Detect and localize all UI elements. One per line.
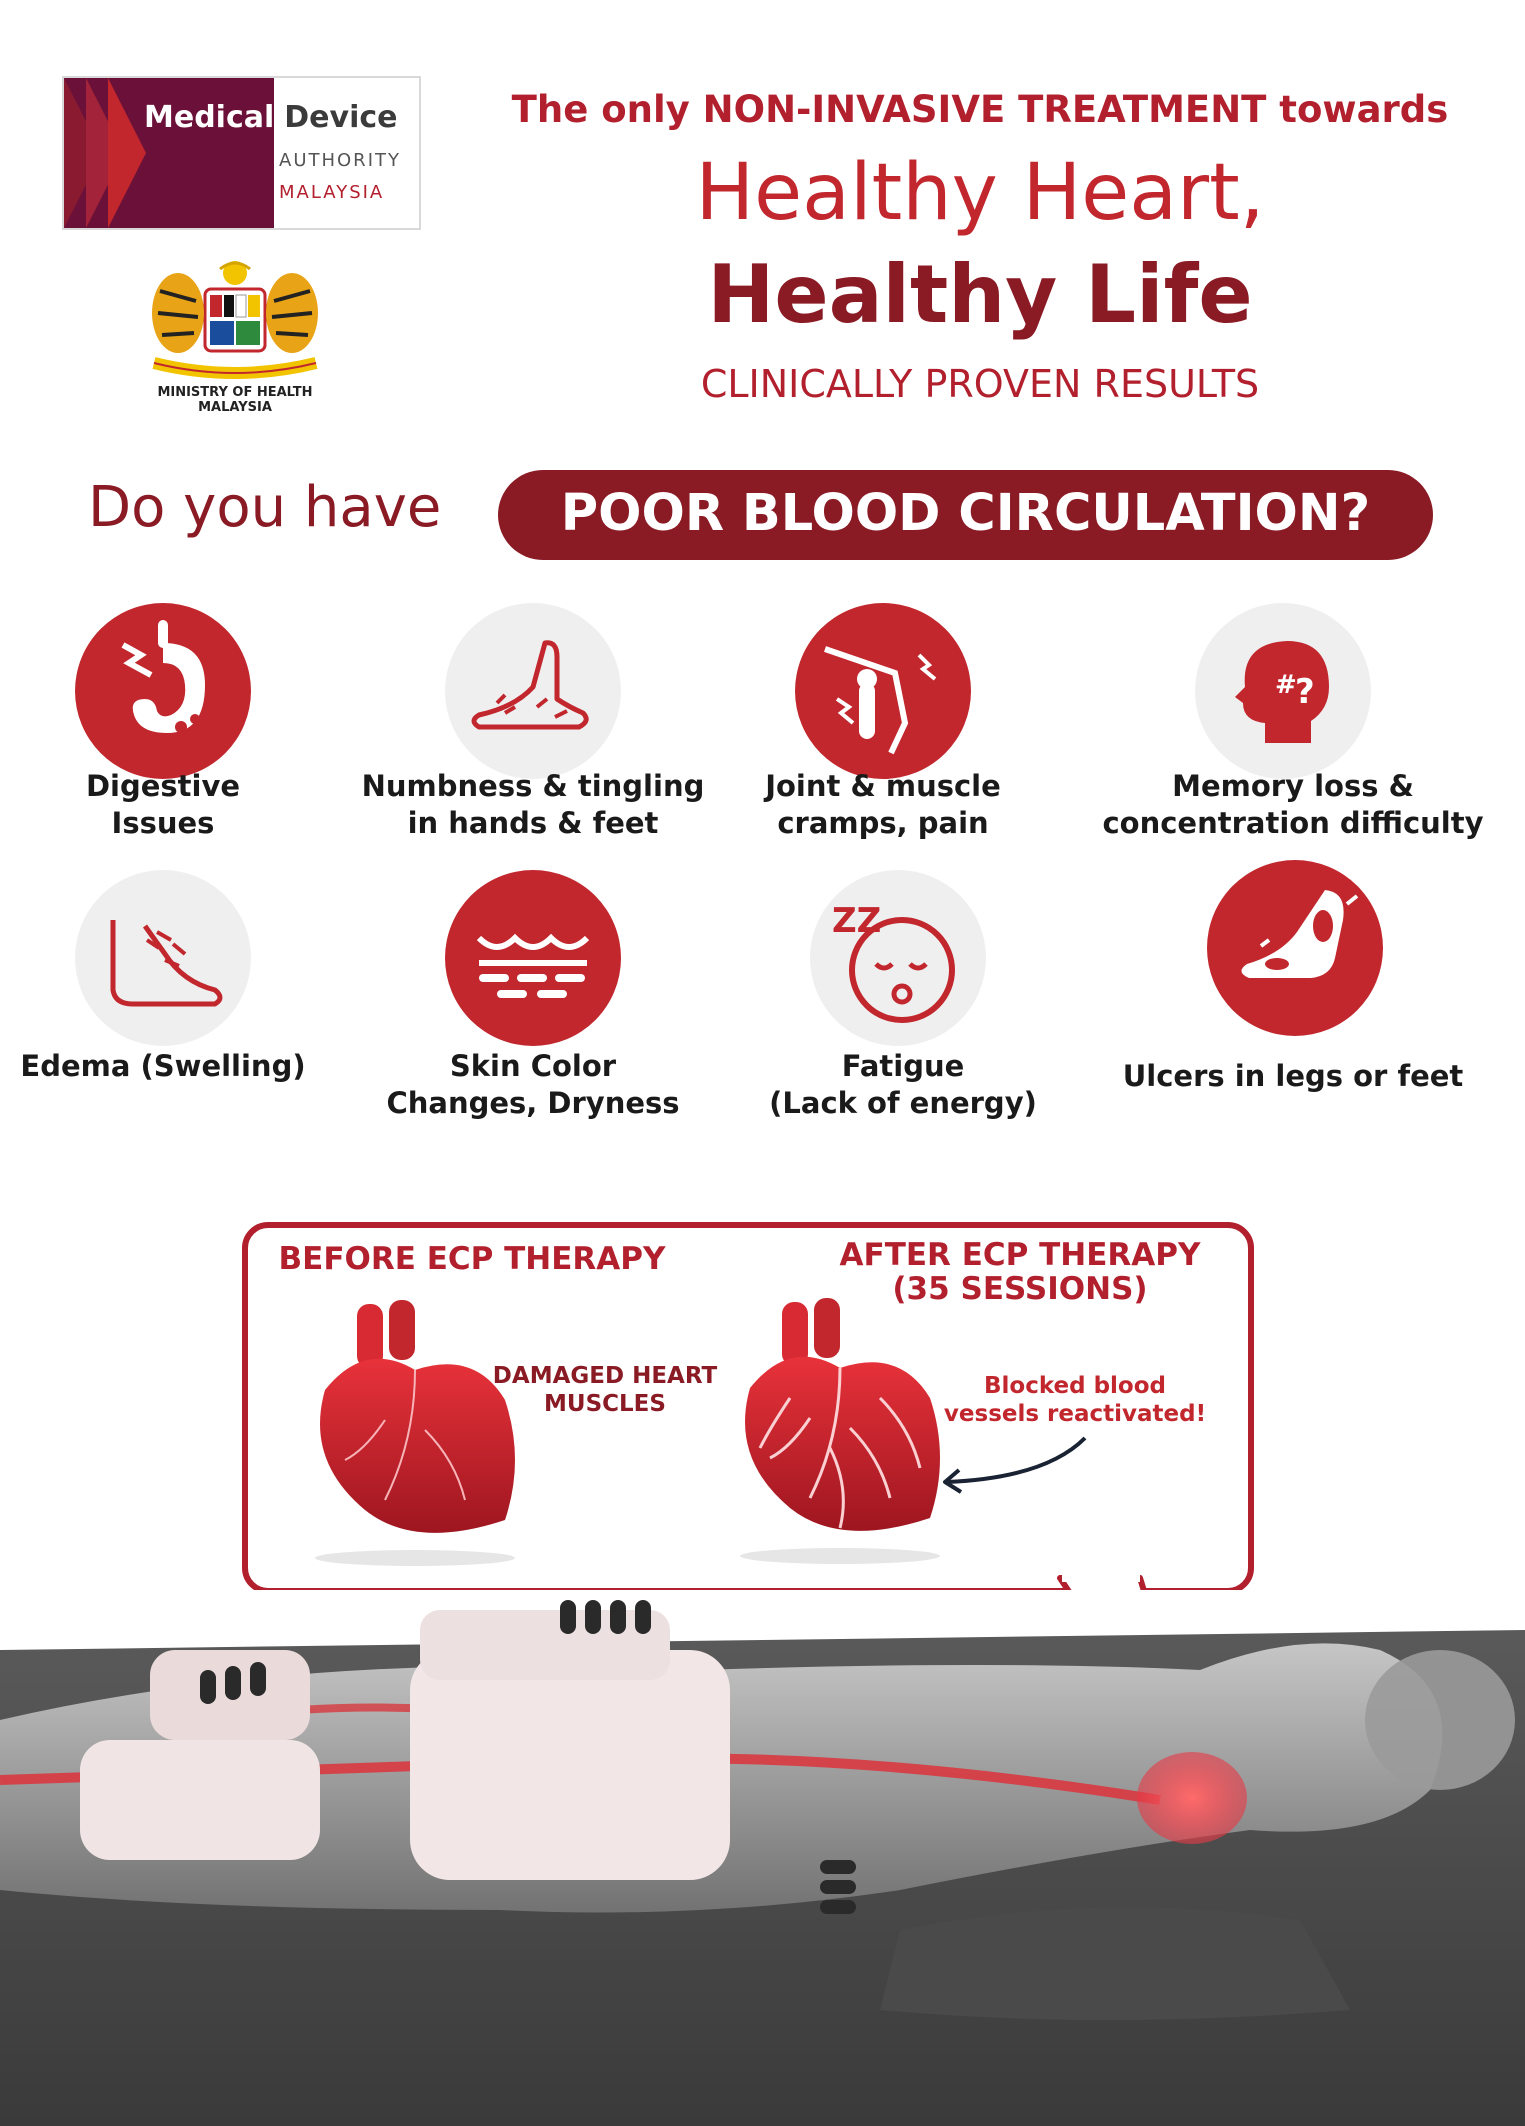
subheadline: CLINICALLY PROVEN RESULTS — [700, 362, 1260, 406]
symptom-label-digestive: Digestive Issues — [85, 769, 241, 840]
sleepy-face-icon — [810, 870, 986, 1046]
after-title: AFTER ECP THERAPY (35 SESSIONS) — [839, 1237, 1201, 1307]
svg-text:ZZ: ZZ — [832, 901, 882, 941]
moh-label: MINISTRY OF HEALTH MALAYSIA — [157, 385, 313, 415]
symptom-label-joint: Joint & muscle cramps, pain — [765, 769, 1001, 840]
mda-logo-wordmark: Medical Device — [144, 100, 398, 135]
moh-crest-icon — [140, 255, 330, 385]
symptom-label-skin: Skin Color Changes, Dryness — [386, 1049, 680, 1120]
mda-logo-authority: AUTHORITY — [279, 150, 401, 171]
foot-tingling-icon — [445, 603, 621, 779]
symptom-label-edema: Edema (Swelling) — [20, 1049, 306, 1083]
headline-healthy-life: Healthy Life — [707, 248, 1253, 341]
swollen-foot-icon — [75, 870, 251, 1046]
question-prefix: Do you have — [88, 475, 442, 540]
ecp-therapy-patient-illustration — [0, 1590, 1525, 2126]
question-highlight: POOR BLOOD CIRCULATION? — [560, 484, 1371, 543]
reactivated-heart-icon — [730, 1298, 960, 1568]
headline-healthy-heart: Healthy Heart, — [695, 148, 1265, 238]
skin-layers-icon — [445, 870, 621, 1046]
leg-ulcer-icon — [1207, 860, 1383, 1036]
damaged-heart-icon — [305, 1300, 535, 1570]
mda-logo-malaysia: MALAYSIA — [279, 182, 385, 203]
medical-device-authority-logo — [62, 76, 421, 230]
tagline: The only NON-INVASIVE TREATMENT towards — [511, 88, 1449, 131]
head-confusion-icon — [1195, 603, 1371, 779]
svg-text:?: ? — [1295, 672, 1315, 712]
symptom-label-numbness: Numbness & tingling in hands & feet — [361, 769, 705, 840]
after-note: Blocked blood vessels reactivated! — [943, 1373, 1207, 1427]
symptom-label-ulcers: Ulcers in legs or feet — [1122, 1059, 1464, 1093]
symptom-label-fatigue: Fatigue (Lack of energy) — [769, 1049, 1037, 1120]
symptom-label-memory: Memory loss & concentration difficulty — [1102, 769, 1484, 840]
curved-arrow-icon — [935, 1430, 1095, 1500]
svg-text:#: # — [1275, 670, 1297, 700]
stomach-pain-icon — [75, 603, 251, 779]
before-note: DAMAGED HEART MUSCLES — [492, 1363, 718, 1417]
knee-joint-icon — [795, 603, 971, 779]
before-title: BEFORE ECP THERAPY — [278, 1241, 666, 1277]
